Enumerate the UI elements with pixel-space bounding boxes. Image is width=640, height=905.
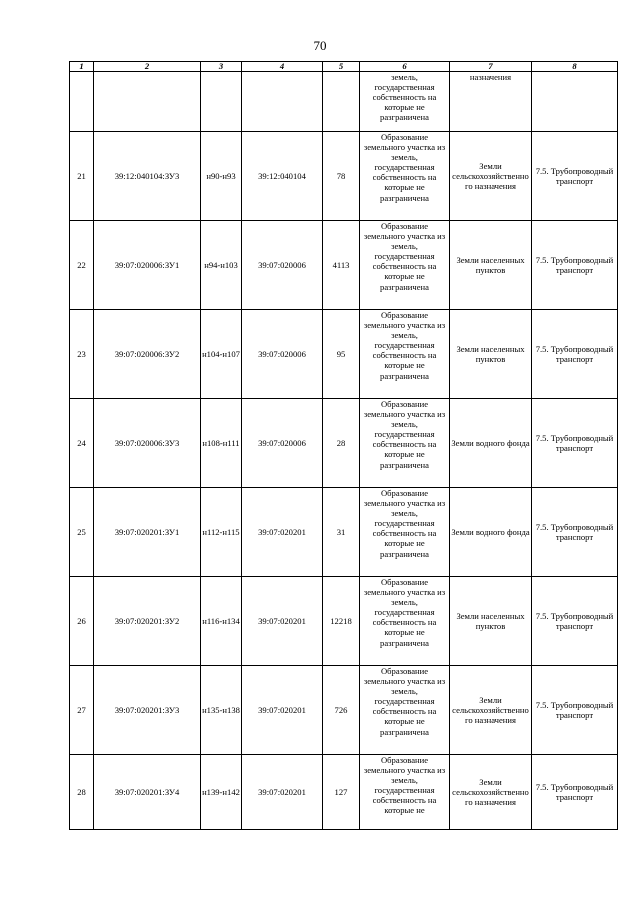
cell-use: 7.5. Трубопроводный транспорт <box>532 666 618 755</box>
cell-method: Образование земельного участка из земель, государственная собственность на которые не разграничена <box>360 488 450 577</box>
cell-area: 28 <box>323 399 360 488</box>
cell-area: 127 <box>323 755 360 830</box>
cell-area: 726 <box>323 666 360 755</box>
cell-category: Земли населенных пунктов <box>450 221 532 310</box>
cell-no: 28 <box>70 755 94 830</box>
cell-points: н94-н103 <box>201 221 242 310</box>
cell-use: 7.5. Трубопроводный транспорт <box>532 577 618 666</box>
cell-no: 26 <box>70 577 94 666</box>
cell-quarter: 39:07:020201 <box>242 666 323 755</box>
cell-quarter: 39:12:040104 <box>242 132 323 221</box>
cell-use: 7.5. Трубопроводный транспорт <box>532 755 618 830</box>
cell-no <box>70 72 94 132</box>
cell-use: 7.5. Трубопроводный транспорт <box>532 310 618 399</box>
cell-category: Земли водного фонда <box>450 488 532 577</box>
land-plots-table <box>69 61 618 830</box>
cell-cadastral: 39:07:020201:ЗУ3 <box>94 666 201 755</box>
cell-use: 7.5. Трубопроводный транспорт <box>532 132 618 221</box>
page-number: 70 <box>313 38 327 53</box>
cell-category: Земли сельскохозяйственного назначения <box>450 132 532 221</box>
cell-use: 7.5. Трубопроводный транспорт <box>532 399 618 488</box>
header-col-2: 2 <box>94 62 201 72</box>
cell-points: н135-н138 <box>201 666 242 755</box>
cell-category: Земли населенных пунктов <box>450 577 532 666</box>
header-col-8: 8 <box>532 62 618 72</box>
cell-quarter: 39:07:020201 <box>242 488 323 577</box>
cell-points <box>201 72 242 132</box>
header-col-6: 6 <box>360 62 450 72</box>
cell-no: 25 <box>70 488 94 577</box>
cell-quarter: 39:07:020006 <box>242 399 323 488</box>
cell-cadastral: 39:07:020006:ЗУ1 <box>94 221 201 310</box>
cell-no: 21 <box>70 132 94 221</box>
cell-method: Образование земельного участка из земель, государственная собственность на которые не <box>360 755 450 830</box>
cell-category: Земли сельскохозяйственного назначения <box>450 755 532 830</box>
cell-cadastral: 39:07:020006:ЗУ2 <box>94 310 201 399</box>
table-row <box>70 310 618 399</box>
cell-cadastral: 39:07:020201:ЗУ1 <box>94 488 201 577</box>
cell-area: 4113 <box>323 221 360 310</box>
cell-use <box>532 72 618 132</box>
cell-area <box>323 72 360 132</box>
cell-area: 95 <box>323 310 360 399</box>
cell-area: 31 <box>323 488 360 577</box>
cell-method: Образование земельного участка из земель, государственная собственность на которые не разграничена <box>360 132 450 221</box>
table-row <box>70 666 618 755</box>
cell-method: Образование земельного участка из земель, государственная собственность на которые не разграничена <box>360 577 450 666</box>
table-row <box>70 399 618 488</box>
cell-cadastral: 39:07:020201:ЗУ4 <box>94 755 201 830</box>
cell-cadastral: 39:07:020006:ЗУ3 <box>94 399 201 488</box>
cell-quarter <box>242 72 323 132</box>
cell-quarter: 39:07:020201 <box>242 755 323 830</box>
cell-cadastral: 39:12:040104:ЗУ3 <box>94 132 201 221</box>
cell-category: Земли населенных пунктов <box>450 310 532 399</box>
cell-points: н139-н142 <box>201 755 242 830</box>
cell-method: Образование земельного участка из земель, государственная собственность на которые не разграничена <box>360 221 450 310</box>
table-row <box>70 488 618 577</box>
cell-points: н108-н111 <box>201 399 242 488</box>
cell-quarter: 39:07:020201 <box>242 577 323 666</box>
table-row <box>70 755 618 830</box>
header-col-5: 5 <box>323 62 360 72</box>
header-col-3: 3 <box>201 62 242 72</box>
cell-use: 7.5. Трубопроводный транспорт <box>532 488 618 577</box>
cell-category: Земли водного фонда <box>450 399 532 488</box>
cell-quarter: 39:07:020006 <box>242 221 323 310</box>
header-col-7: 7 <box>450 62 532 72</box>
cell-area: 12218 <box>323 577 360 666</box>
cell-no: 24 <box>70 399 94 488</box>
continuation-row <box>70 72 618 132</box>
cell-points: н90-н93 <box>201 132 242 221</box>
cell-method: Образование земельного участка из земель, государственная собственность на которые не разграничена <box>360 666 450 755</box>
cell-quarter: 39:07:020006 <box>242 310 323 399</box>
cell-category: назначения <box>450 72 532 132</box>
cell-cadastral <box>94 72 201 132</box>
cell-area: 78 <box>323 132 360 221</box>
table-header <box>70 62 618 72</box>
cell-points: н112-н115 <box>201 488 242 577</box>
cell-category: Земли сельскохозяйственного назначения <box>450 666 532 755</box>
cell-no: 27 <box>70 666 94 755</box>
cell-points: н104-н107 <box>201 310 242 399</box>
cell-no: 23 <box>70 310 94 399</box>
cell-use: 7.5. Трубопроводный транспорт <box>532 221 618 310</box>
cell-cadastral: 39:07:020201:ЗУ2 <box>94 577 201 666</box>
header-col-4: 4 <box>242 62 323 72</box>
table-row <box>70 221 618 310</box>
cell-method: Образование земельного участка из земель, государственная собственность на которые не разграничена <box>360 310 450 399</box>
table-row <box>70 577 618 666</box>
cell-method: земель, государственная собственность на которые не разграничена <box>360 72 450 132</box>
header-col-1: 1 <box>70 62 94 72</box>
cell-no: 22 <box>70 221 94 310</box>
cell-method: Образование земельного участка из земель, государственная собственность на которые не разграничена <box>360 399 450 488</box>
cell-points: н116-н134 <box>201 577 242 666</box>
table-row <box>70 132 618 221</box>
